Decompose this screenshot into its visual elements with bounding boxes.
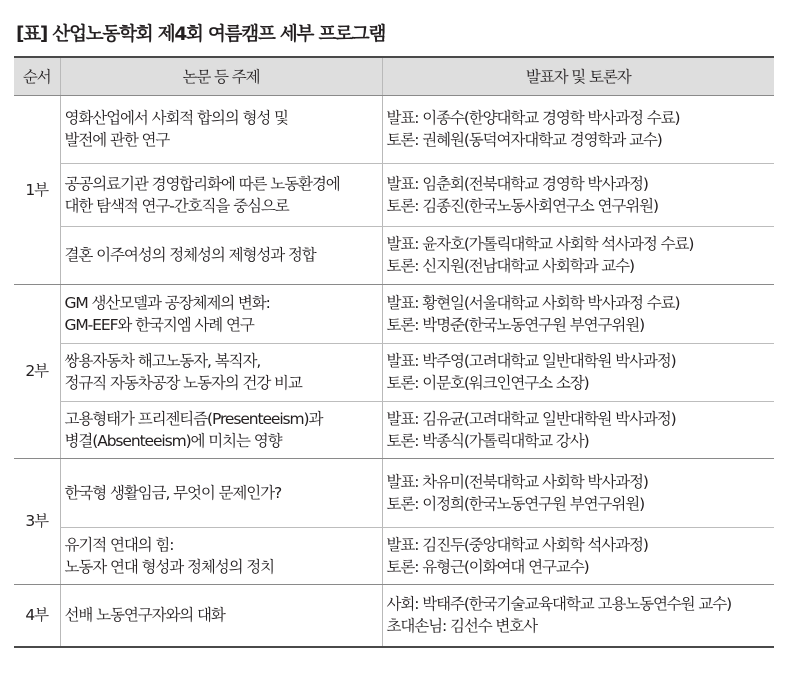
topic-cell xyxy=(60,284,382,343)
discussant-line: 토론: 박종식(가톨릭대학교 강사) xyxy=(386,431,589,450)
topic-line: 대한 탐색적 연구-간호직을 중심으로 xyxy=(64,196,289,215)
moderator-line: 사회: 박태주(한국기술교육대학교 고용노동연수원 교수) xyxy=(386,595,732,614)
people-cell xyxy=(382,584,774,647)
discussant-line: 토론: 김종진(한국노동사회연구소 연구위원) xyxy=(386,196,658,215)
topic-line: 유기적 연대의 힘: xyxy=(64,535,174,554)
discussant-line: 토론: 박명준(한국노동연구원 부연구위원) xyxy=(386,315,645,334)
part-cell: 4부 xyxy=(14,584,60,647)
table-header-row xyxy=(14,57,774,95)
people-cell xyxy=(382,284,774,343)
topic-line: GM-EEF와 한국지엠 사례 연구 xyxy=(64,315,254,334)
topic-cell xyxy=(60,95,382,163)
discussant-line: 토론: 권혜원(동덕여자대학교 경영학과 교수) xyxy=(386,131,662,149)
presenter-line: 발표: 임춘회(전북대학교 경영학 박사과정) xyxy=(386,174,648,193)
topic-cell xyxy=(60,343,382,401)
topic-line: 선배 노동연구자와의 대화 xyxy=(64,606,225,625)
presenter-line: 발표: 차유미(전북대학교 사회학 박사과정) xyxy=(386,472,648,491)
people-cell xyxy=(382,343,774,401)
header-presenters: 발표자 및 토론자 xyxy=(382,57,774,95)
topic-cell xyxy=(60,527,382,584)
table-row xyxy=(14,584,774,647)
header-order: 순서 xyxy=(14,57,60,95)
topic-line: GM 생산모델과 공장체제의 변화: xyxy=(64,293,270,312)
people-cell xyxy=(382,95,774,163)
topic-cell xyxy=(60,163,382,226)
topic-cell xyxy=(60,458,382,527)
table-row xyxy=(14,95,774,163)
header-topic: 논문 등 주제 xyxy=(60,57,382,95)
table-row xyxy=(14,284,774,343)
table-row xyxy=(14,401,774,458)
topic-line: 노동자 연대 형성과 정체성의 정치 xyxy=(64,557,275,576)
people-cell xyxy=(382,458,774,527)
people-cell xyxy=(382,401,774,458)
table-row xyxy=(14,458,774,527)
part-cell: 3부 xyxy=(14,458,60,584)
discussant-line: 토론: 이정희(한국노동연구원 부연구위원) xyxy=(386,494,645,513)
table-row xyxy=(14,527,774,584)
topic-cell xyxy=(60,584,382,647)
discussant-line: 토론: 신지원(전남대학교 사회학과 교수) xyxy=(386,257,634,275)
discussant-line: 토론: 유형근(이화여대 연구교수) xyxy=(386,557,589,576)
topic-cell xyxy=(60,401,382,458)
topic-line: 공공의료기관 경영합리화에 따른 노동환경에 xyxy=(64,174,340,193)
discussant-line: 토론: 이문호(워크인연구소 소장) xyxy=(386,374,589,392)
table-row xyxy=(14,343,774,401)
guest-line: 초대손님: 김선수 변호사 xyxy=(386,617,538,636)
topic-line: 영화산업에서 사회적 합의의 형성 및 xyxy=(64,109,288,127)
topic-line: 결혼 이주여성의 정체성의 제형성과 정합 xyxy=(64,246,316,264)
topic-line: 고용형태가 프리젠티즘(Presenteeism)과 xyxy=(64,409,323,428)
table-row xyxy=(14,163,774,226)
presenter-line: 발표: 김진두(중앙대학교 사회학 석사과정) xyxy=(386,535,648,554)
people-cell xyxy=(382,527,774,584)
presenter-line: 발표: 김유균(고려대학교 일반대학원 박사과정) xyxy=(386,409,676,428)
part-cell: 2부 xyxy=(14,284,60,458)
program-table xyxy=(14,56,774,648)
topic-line: 발전에 관한 연구 xyxy=(64,131,170,149)
presenter-line: 발표: 박주영(고려대학교 일반대학원 박사과정) xyxy=(386,352,676,370)
presenter-line: 발표: 황현일(서울대학교 사회학 박사과정 수료) xyxy=(386,293,680,312)
topic-line: 한국형 생활임금, 무엇이 문제인가? xyxy=(64,483,282,502)
presenter-line: 발표: 이종수(한양대학교 경영학 박사과정 수료) xyxy=(386,109,680,127)
topic-cell xyxy=(60,226,382,284)
people-cell xyxy=(382,226,774,284)
topic-line: 병결(Absenteeism)에 미치는 영향 xyxy=(64,431,282,450)
part-cell: 1부 xyxy=(14,95,60,284)
presenter-line: 발표: 윤자호(가톨릭대학교 사회학 석사과정 수료) xyxy=(386,235,694,253)
topic-line: 쌍용자동차 해고노동자, 복직자, xyxy=(64,352,261,370)
table-title: [표] 산업노동학회 제4회 여름캠프 세부 프로그램 xyxy=(16,24,386,45)
topic-line: 정규직 자동차공장 노동자의 건강 비교 xyxy=(64,374,302,392)
table-row xyxy=(14,226,774,284)
people-cell xyxy=(382,163,774,226)
